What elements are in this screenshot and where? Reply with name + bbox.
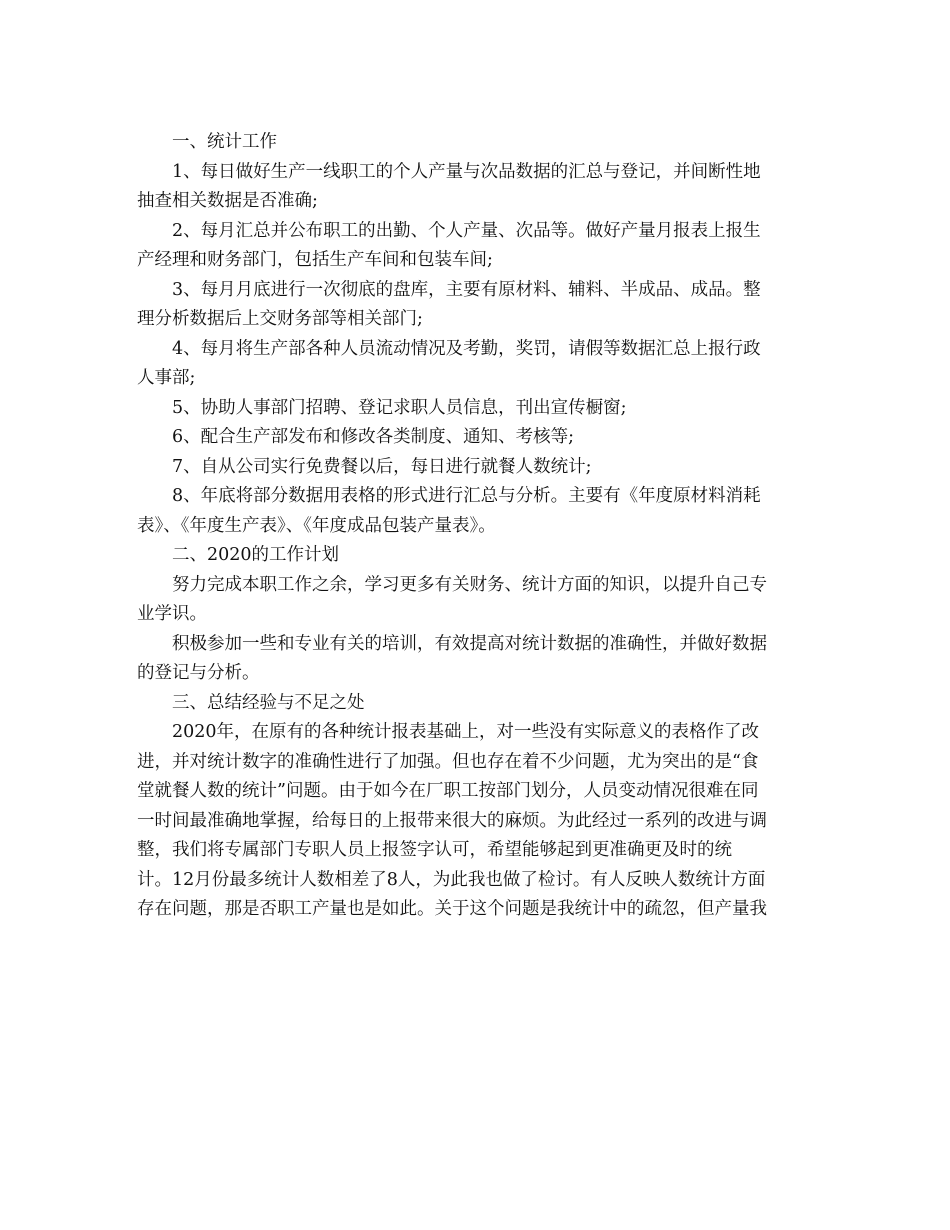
document-line: 堂就餐人数的统计”问题。由于如今在厂职工按部门划分，人员变动情况很难在同 [137,781,759,801]
document-line: 3、每月月底进行一次彻底的盘库，主要有原材料、辅料、半成品、成品。整 [172,279,761,300]
document-line: 6、配合生产部发布和修改各类制度、通知、考核等; [172,427,575,447]
document-line: 一时间最准确地掌握，给每日的上报带来很大的麻烦。为此经过一系列的改进与调 [137,810,767,831]
document-line: 积极参加一些和专业有关的培训，有效提高对统计数据的准确性，并做好数据 [172,633,767,654]
document-line: 计。12月份最多统计人数相差了8人，为此我也做了检讨。有人反映人数统计方面 [137,869,766,890]
document-body [137,128,817,925]
document-line: 8、年底将部分数据用表格的形式进行汇总与分析。主要有《年度原材料消耗 [172,486,761,506]
document-line: 三、总结经验与不足之处 [172,692,365,713]
document-line: 表》、《年度生产表》、《年度成品包装产量表》。 [137,515,496,536]
document-line: 人事部; [137,368,196,388]
document-line: 抽查相关数据是否准确; [137,191,318,211]
document-line: 7、自从公司实行免费餐以后，每日进行就餐人数统计; [172,456,592,477]
document-line: 一、统计工作 [172,132,277,152]
document-line: 整，我们将专属部门专职人员上报签字认可，希望能够起到更准确更及时的统 [137,840,732,860]
document-line: 存在问题，那是否职工产量也是如此。关于这个问题是我统计中的疏忽，但产量我 [137,899,767,919]
document-line: 的登记与分析。 [137,663,260,683]
document-line: 努力完成本职工作之余，学习更多有关财务、统计方面的知识，以提升自己专 [172,574,767,595]
document-line: 2020年，在原有的各种统计报表基础上，对一些没有实际意义的表格作了改 [172,722,760,742]
document-line: 进，并对统计数字的准确性进行了加强。但也存在着不少问题，尤为突出的是“食 [137,751,759,772]
document-line: 2、每月汇总并公布职工的出勤、个人产量、次品等。做好产量月报表上报生 [172,220,761,241]
document-line: 4、每月将生产部各种人员流动情况及考勤，奖罚，请假等数据汇总上报行政 [172,338,761,359]
document-line: 业学识。 [137,604,207,624]
document-line: 5、协助人事部门招聘、登记求职人员信息，刊出宣传橱窗; [172,397,627,418]
document-line: 二、2020的工作计划 [172,545,340,565]
document-line: 理分析数据后上交财务部等相关部门; [137,309,423,329]
document-line: 1、每日做好生产一线职工的个人产量与次品数据的汇总与登记，并间断性地 [172,161,761,182]
document-line: 产经理和财务部门，包括生产车间和包装车间; [137,250,493,270]
